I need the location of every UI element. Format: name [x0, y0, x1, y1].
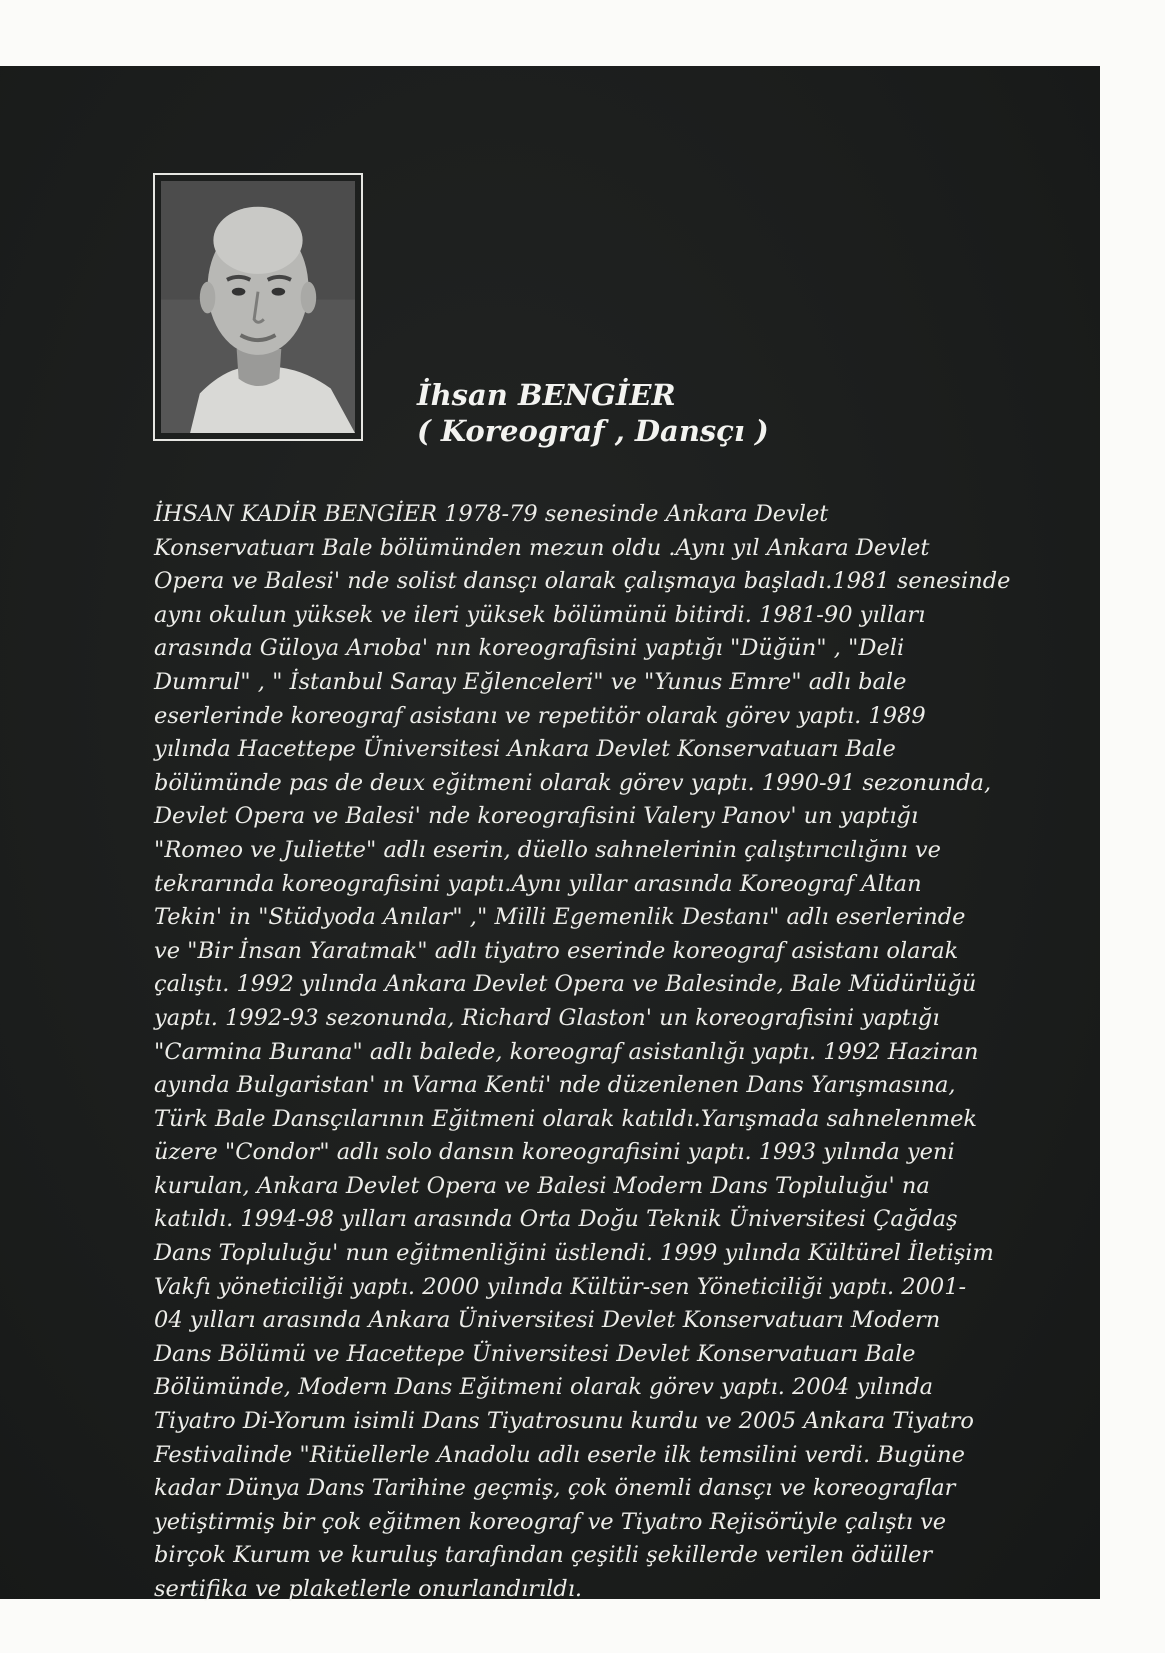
bio-line: Vakfı yöneticiliği yaptı. 2000 yılında Kültür-sen Yöneticiliği yaptı. 2001-: [154, 1273, 967, 1300]
bio-line: Devlet Opera ve Balesi' nde koreografisini Valery Panov' un yaptığı: [154, 803, 919, 830]
bio-line: "Carmina Burana" adlı balede, koreograf asistanlığı yaptı. 1992 Haziran: [154, 1038, 979, 1065]
bio-line: İHSAN KADİR BENGİER 1978-79 senesinde Ankara Devlet: [154, 501, 829, 527]
bio-line: ve "Bir İnsan Yaratmak" adlı tiyatro eserinde koreograf asistanı olarak: [154, 937, 959, 964]
portrait-illustration: [161, 181, 355, 433]
portrait-photo: [161, 181, 355, 433]
bio-line: 04 yılları arasında Ankara Üniversitesi Devlet Konservatuarı Modern: [154, 1307, 941, 1334]
bio-line: Konservatuarı Bale bölümünden mezun oldu .Aynı yıl Ankara Devlet: [154, 534, 930, 561]
bio-line: tekrarında koreografisini yaptı.Aynı yıllar arasında Koreograf Altan: [154, 870, 922, 897]
bio-line: sertifika ve plaketlerle onurlandırıldı.: [154, 1576, 583, 1602]
bio-line: çalıştı. 1992 yılında Ankara Devlet Opera ve Balesinde, Bale Müdürlüğü: [154, 971, 977, 998]
bio-line: Dans Topluluğu' nun eğitmenliğini üstlendi. 1999 yılında Kültürel İletişim: [154, 1240, 994, 1267]
bio-line: ayında Bulgaristan' ın Varna Kenti' nde düzenlenen Dans Yarışmasına,: [154, 1072, 956, 1099]
biography-text: [154, 498, 1011, 1607]
bio-line: yetiştirmiş bir çok eğitmen koreograf ve Tiyatro Rejisörüyle çalıştı ve: [154, 1508, 947, 1535]
person-name: İhsan BENGİER: [417, 378, 676, 412]
bio-line: arasında Güloya Arıoba' nın koreografisini yaptığı "Düğün" , "Deli: [154, 635, 905, 662]
bio-line: Tekin' in "Stüdyoda Anılar" ," Milli Egemenlik Destanı" adlı eserlerinde: [154, 904, 966, 931]
person-role: ( Koreograf , Dansçı ): [417, 414, 769, 448]
bio-line: birçok Kurum ve kuruluş tarafından çeşitli şekillerde verilen ödüller: [154, 1542, 933, 1569]
bio-line: Türk Bale Dansçılarının Eğitmeni olarak katıldı.Yarışmada sahnelenmek: [154, 1105, 978, 1132]
bio-line: yaptı. 1992-93 sezonunda, Richard Glaston' un koreografisini yaptığı: [154, 1004, 940, 1031]
bio-line: Bölümünde, Modern Dans Eğitmeni olarak görev yaptı. 2004 yılında: [154, 1374, 934, 1401]
portrait-frame: [153, 173, 363, 441]
name-heading: [417, 377, 769, 449]
bio-line: Dans Bölümü ve Hacettepe Üniversitesi Devlet Konservatuarı Bale: [154, 1340, 916, 1367]
bio-line: katıldı. 1994-98 yılları arasında Orta Doğu Teknik Üniversitesi Çağdaş: [154, 1206, 958, 1233]
bio-line: Opera ve Balesi' nde solist dansçı olarak çalışmaya başladı.1981 senesinde: [154, 568, 1011, 595]
bio-line: bölümünde pas de deux eğitmeni olarak görev yaptı. 1990-91 sezonunda,: [154, 769, 992, 796]
bio-line: kurulan, Ankara Devlet Opera ve Balesi Modern Dans Topluluğu' na: [154, 1172, 930, 1199]
bio-line: eserlerinde koreograf asistanı ve repetitör olarak görev yaptı. 1989: [154, 702, 926, 729]
bio-line: Tiyatro Di-Yorum isimli Dans Tiyatrosunu kurdu ve 2005 Ankara Tiyatro: [154, 1408, 974, 1435]
bio-line: yılında Hacettepe Üniversitesi Ankara Devlet Konservatuarı Bale: [154, 736, 896, 763]
bio-line: Dumrul" , " İstanbul Saray Eğlenceleri" ve "Yunus Emre" adlı bale: [154, 668, 907, 695]
bio-line: "Romeo ve Juliette" adlı eserin, düello sahnelerinin çalıştırıcılığını ve: [154, 836, 941, 863]
bio-page-panel: [0, 66, 1100, 1602]
bio-line: üzere "Condor" adlı solo dansın koreografisini yaptı. 1993 yılında yeni: [154, 1139, 955, 1166]
bio-line: aynı okulun yüksek ve ileri yüksek bölümünü bitirdi. 1981-90 yılları: [154, 601, 926, 628]
bio-line: kadar Dünya Dans Tarihine geçmiş, çok önemli dansçı ve koreograflar: [154, 1475, 956, 1502]
bio-line: Festivalinde "Ritüellerle Anadolu adlı eserle ilk temsilini verdi. Bugüne: [154, 1441, 965, 1468]
